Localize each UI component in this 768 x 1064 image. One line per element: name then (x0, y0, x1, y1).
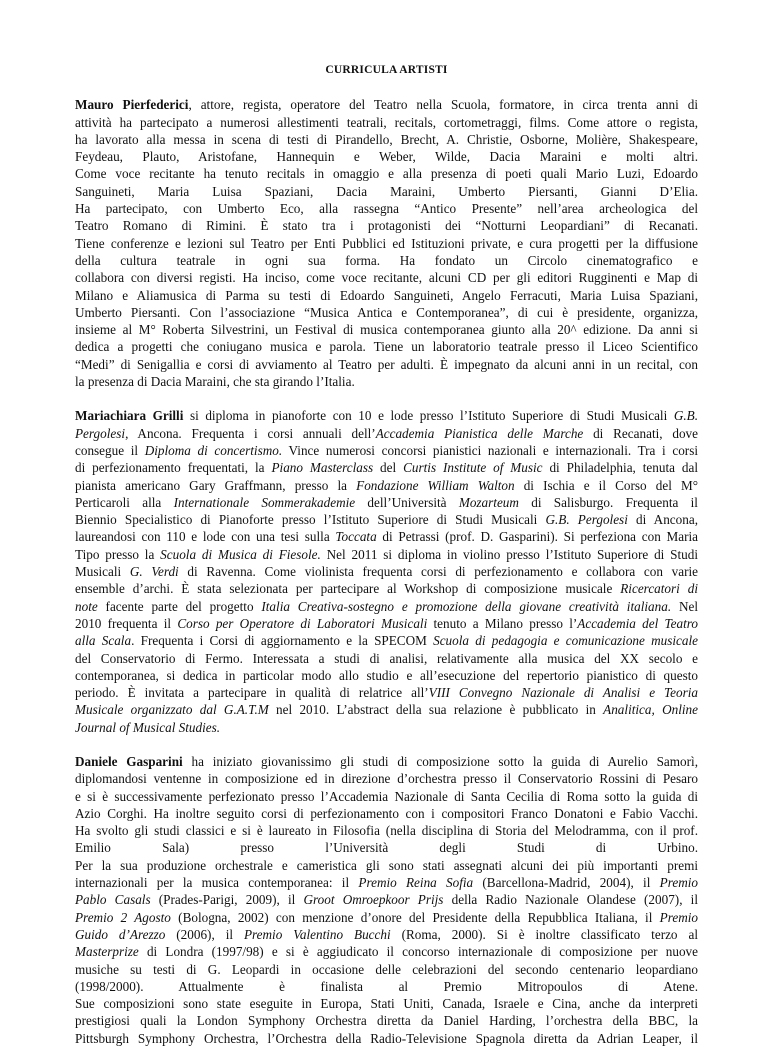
text-line (75, 978, 698, 995)
text-line (75, 943, 698, 960)
text-run: la presenza di Dacia Maraini, che sta girando l’Italia. (75, 374, 355, 390)
text-run: pianista americano Gary Graffmann, presso la (75, 477, 357, 493)
text-line (75, 114, 698, 131)
text-line (75, 839, 698, 856)
text-line (75, 684, 698, 701)
text-run: facente parte del progetto (97, 598, 262, 614)
italic-run: Scuola di pedagogia e comunicazione musicale (433, 633, 698, 649)
text-run: Pittsburgh Symphony Orchestra, l’Orchestra della Radio-Televisione Spagnola diretta da Adrian Leaper, il (75, 1030, 698, 1046)
text-run: Milano e Aliamusica di Parma su testi di Edoardo Sanguineti, Angelo Ferracuti, Maria Luisa Spaziani, (75, 287, 698, 303)
italic-run: Masterprize (75, 944, 139, 960)
text-run: Teatro Romano di Rimini. È stato tra i protagonisti dei “Notturni Leopardiani” di Recanati. (75, 218, 698, 234)
italic-run: Guido d’Arezzo (75, 926, 166, 942)
text-run: 2010 frequenta il (75, 615, 178, 631)
text-line (75, 304, 698, 321)
italic-run: Pablo Casals (75, 892, 151, 908)
page-title: CURRICULA ARTISTI (325, 64, 448, 76)
text-run: , Ancona. Frequenta i corsi annuali dell’ (125, 425, 376, 441)
italic-run: Premio (659, 909, 698, 925)
artist-bio (75, 407, 698, 736)
text-run: contemporanea, si dedica in particolar modo allo studio e all’esecuzione del repertorio pianistico di questo (75, 667, 698, 683)
text-run: dell’Università (355, 494, 459, 510)
text-run: e si è successivamente perfezionato presso l’Accademia Nazionale di Santa Cecilia di Roma sotto la guida di (75, 788, 698, 804)
document-body (75, 96, 698, 1047)
italic-run: Fondazione William Walton (356, 477, 515, 493)
text-line (75, 822, 698, 839)
text-run: Come voce recitante ha tenuto recitals in omaggio e alla presenza di poeti quali Mario Luzi, Edoardo (75, 166, 698, 182)
text-run: Ha svolto gli studi classici e si è laureato in Filosofia (nella disciplina di Storia del Melodramma, con il prof. (75, 823, 698, 839)
text-run: ha lavorato alla messa in scena di testi di Pirandello, Brecht, A. Christie, Osborne, Molière, Shakespeare, (75, 131, 698, 147)
text-run: nel 2010. L’abstract della sua relazione è pubblicato in (268, 702, 604, 718)
italic-run: Musicale organizzato dal G.A.T.M (75, 702, 269, 718)
text-line (75, 511, 698, 528)
italic-run: Accademia del Teatro (577, 615, 698, 631)
text-line (75, 425, 698, 442)
italic-run: Toccata (335, 529, 377, 545)
text-line (75, 961, 698, 978)
text-run: Feydeau, Plauto, Aristofane, Hannequin e Weber, Wilde, Dacia Maraini e molti altri. (75, 149, 698, 165)
text-line (75, 788, 698, 805)
text-run: laureandosi con 110 e lode con una tesi sulla (75, 529, 336, 545)
artist-bio (75, 753, 698, 1047)
text-line (75, 598, 698, 615)
italic-run: Piano Masterclass (271, 460, 374, 476)
text-line (75, 200, 698, 217)
italic-run: Mozarteum (458, 494, 519, 510)
text-line (75, 442, 698, 459)
text-run: consegue il (75, 442, 145, 458)
text-line (75, 321, 698, 338)
text-run: Per la sua produzione orchestrale e cameristica gli sono stati assegnati alcuni dei più importanti premi (75, 857, 698, 873)
text-run: ha iniziato giovanissimo gli studi di composizione sotto la guida di Aurelio Samorì, (182, 753, 698, 769)
text-run: (1998/2000). Attualmente è finalista al Premio Mitropoulos di Atene. (75, 978, 698, 994)
text-line (75, 857, 698, 874)
text-run: Sanguineti, Maria Luisa Spaziani, Dacia Maraini, Umberto Piersanti, Gianni D’Elia. (75, 183, 698, 199)
text-line (75, 183, 698, 200)
text-run: musiche su testi di G. Leopardi in occasione delle celebrazioni del secondo centenario leopardiano (75, 961, 698, 977)
text-run: Tipo presso la (75, 546, 161, 562)
text-run: “Medi” di Senigallia e corsi di avviamento al Teatro per adulti. È impegnato da alcuni anni in un recital, con (75, 356, 698, 372)
italic-run: Premio (659, 875, 698, 891)
text-run: (Barcellona-Madrid, 2004), il (473, 875, 660, 891)
italic-run: Premio 2 Agosto (75, 909, 171, 925)
text-run: si diploma in pianoforte con 10 e lode presso l’Istituto Superiore di Studi Musicali (183, 408, 674, 424)
text-line (75, 148, 698, 165)
text-line (75, 217, 698, 234)
text-line (75, 753, 698, 770)
text-line (75, 995, 698, 1012)
text-run: del (373, 460, 404, 476)
text-run: di Ancona, (627, 512, 698, 528)
text-line (75, 891, 698, 908)
text-line (75, 407, 698, 424)
text-run: attività ha partecipato a numerosi allestimenti teatrali, recitals, cortometraggi, films. Come attore o regista, (75, 114, 698, 130)
text-line (75, 701, 698, 718)
text-line (75, 650, 698, 667)
italic-run: Groot Omroepkoor Prijs (303, 892, 444, 908)
text-line (75, 874, 698, 891)
text-line (75, 805, 698, 822)
italic-run: note (75, 598, 98, 614)
text-run: tenuto a Milano presso l’ (427, 615, 578, 631)
italic-run: Scuola di Musica di Fiesole. (160, 546, 321, 562)
text-run: collabora con diversi registi. Ha inciso, come voce recitante, alcuni CD per gli editori Rugginenti e Map di (75, 270, 698, 286)
text-run: di Ravenna. Come violinista frequenta corsi di perfezionamento e collabora con varie (178, 564, 699, 580)
text-line (75, 477, 698, 494)
text-run: Musicali (75, 564, 130, 580)
text-line (75, 909, 698, 926)
text-run: ensemble d’archi. È stata selezionata per partecipare al Workshop di composizione musicale (75, 581, 621, 597)
text-run: della Radio Nazionale Olandese (2007), il (443, 892, 699, 908)
text-run: Perticaroli alla (75, 494, 174, 510)
text-run: di Philadelphia, tenuta dal (542, 460, 699, 476)
text-line (75, 719, 698, 736)
text-line (75, 615, 698, 632)
text-run: (Bologna, 2002) con menzione d’onore del Presidente della Repubblica Italiana, il (170, 909, 660, 925)
text-line (75, 580, 698, 597)
text-run: Nel (671, 598, 699, 614)
text-run: , attore, regista, operatore del Teatro nella Scuola, formatore, in circa trenta anni di (188, 97, 698, 113)
text-run: Emilio Sala) presso l’Università degli Studi di Urbino. (75, 840, 698, 856)
italic-run: Premio Valentino Bucchi (243, 926, 391, 942)
text-run: di perfezionamento frequentati, la (75, 460, 272, 476)
text-line (75, 252, 698, 269)
text-line (75, 546, 698, 563)
italic-run: G.B. (673, 408, 699, 424)
artist-bio (75, 96, 698, 390)
italic-run: G.B. Pergolesi (545, 512, 628, 528)
text-line (75, 131, 698, 148)
text-run: Umberto Piersanti. Con l’associazione “Musica Antica e Contemporanea”, di cui è presidente, organizza, (75, 304, 698, 320)
text-run: di Londra (1997/98) e si è aggiudicato il concorso internazionale di composizione per nuove (138, 944, 698, 960)
text-run: (Prades-Parigi, 2009), il (150, 892, 304, 908)
text-line (75, 165, 698, 182)
text-run: Nel 2011 si diploma in violino presso l’Istituto Superiore di Studi (320, 546, 699, 562)
italic-run: Ricercatori di (620, 581, 698, 597)
text-run: Sue composizioni sono state eseguite in Europa, Stati Uniti, Canada, Israele e Cina, anche da interpreti (75, 996, 698, 1012)
text-line (75, 494, 698, 511)
italic-run: Italia Creativa-sostegno e promozione della giovane creatività italiana. (261, 598, 672, 614)
text-line (75, 770, 698, 787)
text-run: di Salisburgo. Frequenta il (518, 494, 698, 510)
text-run: internazionali per la musica contemporanea: il (75, 875, 359, 891)
text-run: insieme al M° Roberta Silvestrini, un Festival di musica contemporanea giunto alla 20^ edizione. Da anni si (75, 322, 698, 338)
italic-run: VIII Convegno Nazionale di Analisi e Teoria (428, 685, 698, 701)
text-line (75, 926, 698, 943)
text-line (75, 269, 698, 286)
italic-run: Accademia Pianistica delle Marche (375, 425, 584, 441)
text-run: (Roma, 2000). Si è inoltre classificato terzo al (390, 926, 698, 942)
text-line (75, 632, 698, 649)
text-run: Azio Corghi. Ha inoltre seguito corsi di perfezionamento con i compositori Franco Donatoni e Fabio Vacchi. (75, 805, 698, 821)
document-page (75, 62, 698, 1064)
italic-run: Corso per Operatore di Laboratori Musicali (177, 615, 428, 631)
text-line (75, 338, 698, 355)
text-run: periodo. È invitata a partecipare in qualità di relatrice all’ (75, 685, 429, 701)
text-line (75, 459, 698, 476)
italic-run: Analitica, Online (603, 702, 699, 718)
text-run: prestigiosi quali la London Symphony Orchestra diretta da Daniel Harding, l’orchestra della BBC, la (75, 1013, 698, 1029)
text-run: della cultura teatrale in ogni sua forma. Ha fondato un Circolo cinematografico e (75, 252, 698, 268)
italic-run: G. Verdi (129, 564, 179, 580)
text-line (75, 96, 698, 113)
text-run: dedica a progetti che coniugano musica e parola. Tiene un laboratorio teatrale presso il Liceo Scientifico (75, 339, 698, 355)
italic-run: Curtis Institute of Music (403, 460, 543, 476)
text-line (75, 287, 698, 304)
artist-name: Mariachiara Grilli (75, 408, 184, 424)
text-run: di Recanati, dove (583, 425, 698, 441)
italic-run: alla Scala (75, 633, 132, 649)
text-line (75, 528, 698, 545)
text-run: diplomandosi ventenne in composizione ed in direzione d’orchestra presso il Conservatorio Rossini di Pesaro (75, 771, 698, 787)
text-run: (2006), il (165, 926, 244, 942)
text-line (75, 356, 698, 373)
text-run: Tiene conferenze e lezioni sul Teatro per Enti Pubblici ed Istituzioni private, e cura progetti per la diffusione (75, 235, 698, 251)
text-line (75, 373, 698, 390)
text-run: Ha partecipato, con Umberto Eco, alla rassegna “Antico Presente” nell’area archeologica del (75, 201, 698, 217)
text-run: di Petrassi (prof. D. Gasparini). Si perfeziona con Maria (376, 529, 698, 545)
text-line (75, 563, 698, 580)
artist-name: Daniele Gasparini (75, 753, 183, 769)
italic-run: Journal of Musical Studies. (75, 719, 221, 735)
italic-run: Premio Reina Sofia (358, 875, 474, 891)
text-line (75, 667, 698, 684)
italic-run: Internationale Sommerakademie (173, 494, 356, 510)
italic-run: Pergolesi (75, 425, 126, 441)
text-run: . Frequenta i Corsi di aggiornamento e la SPECOM (131, 633, 434, 649)
text-line (75, 1030, 698, 1047)
text-run: Biennio Specialistico di Pianoforte presso l’Istituto Superiore di Studi Musicali (75, 512, 546, 528)
text-run: di Ischia e il Corso del M° (514, 477, 698, 493)
text-run: Vince numerosi concorsi pianistici nazionali e internazionali. Tra i corsi (282, 442, 698, 458)
italic-run: Diploma di concertismo. (144, 442, 283, 458)
text-line (75, 1012, 698, 1029)
text-run: del Conservatorio di Fermo. Interessata a studi di analisi, relativamente alla musica del XX secolo e (75, 650, 698, 666)
text-line (75, 235, 698, 252)
artist-name: Mauro Pierfederici (75, 97, 189, 113)
